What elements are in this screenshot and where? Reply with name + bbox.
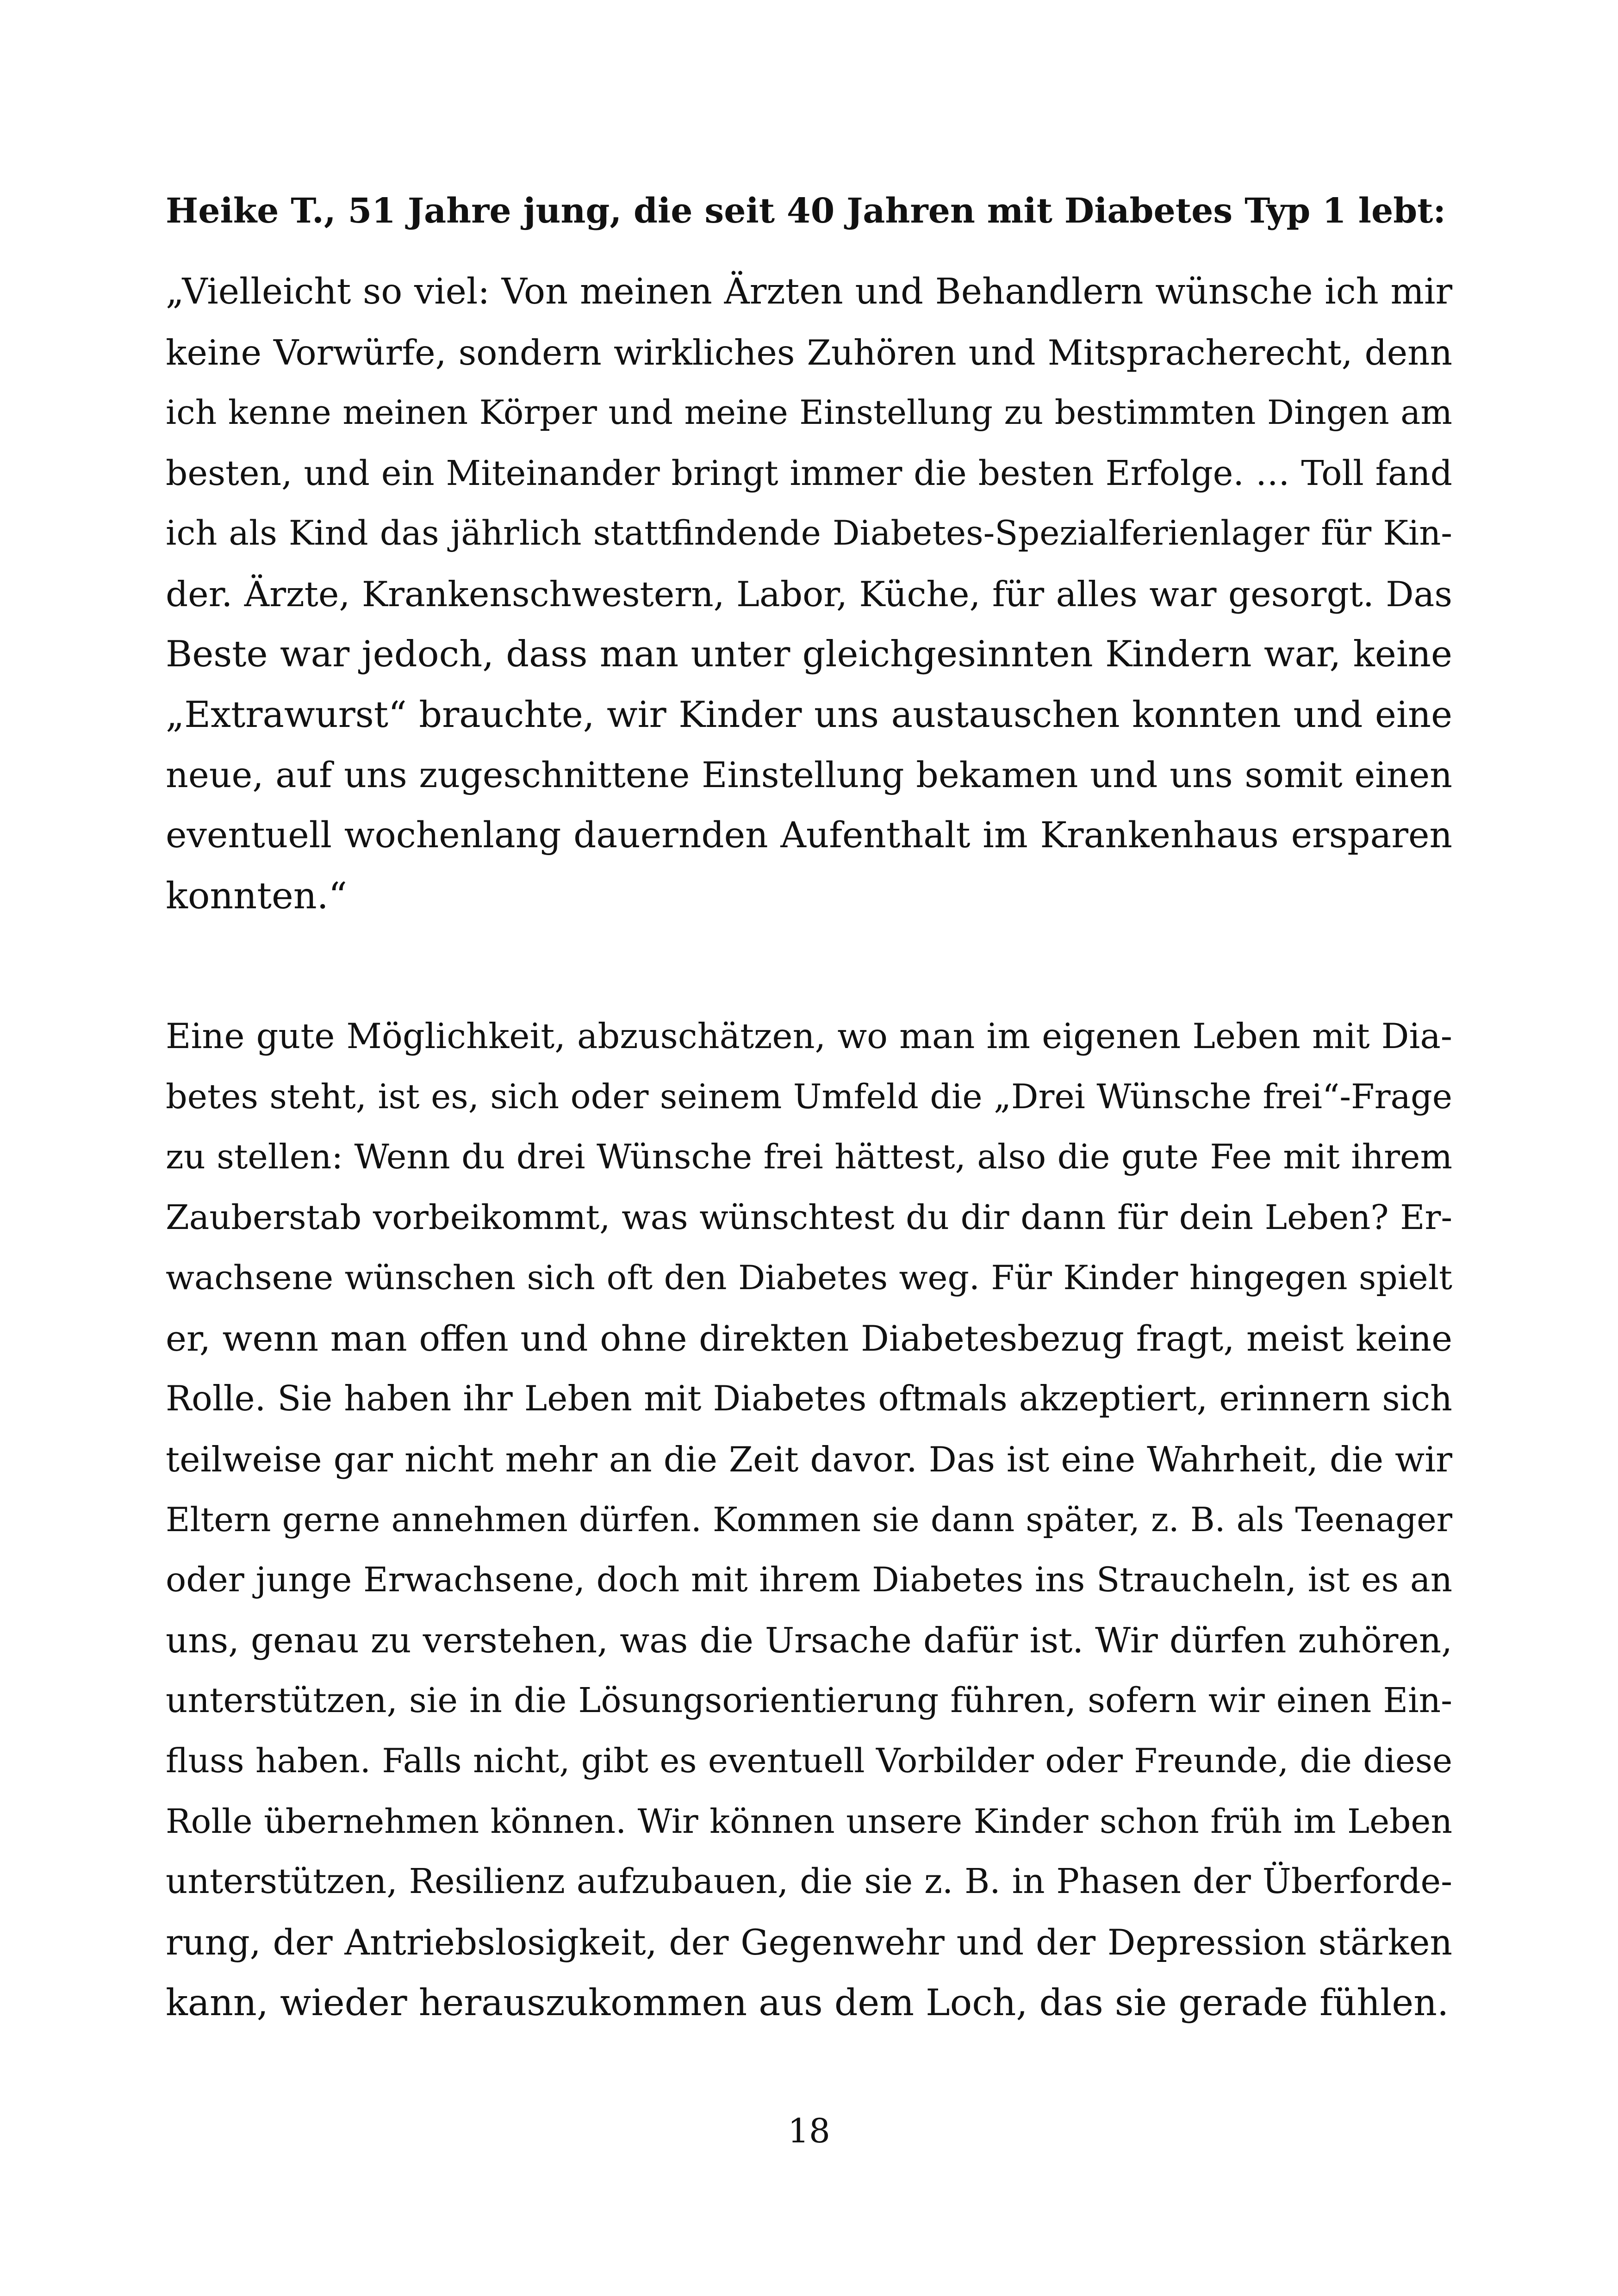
paragraph-line: oder junge Erwachsene, doch mit ihrem Diabetes ins Straucheln, ist es an bbox=[166, 1560, 1452, 1600]
paragraph-line: Rolle. Sie haben ihr Leben mit Diabetes oftmals akzeptiert, erinnern sich bbox=[166, 1378, 1452, 1419]
paragraph-line: fluss haben. Falls nicht, gibt es eventuell Vorbilder oder Freunde, die diese bbox=[166, 1742, 1452, 1781]
quote-line: besten, und ein Miteinander bringt immer die besten Erfolge. … Toll fand bbox=[166, 453, 1452, 493]
paragraph-line: wachsene wünschen sich oft den Diabetes weg. Für Kinder hingegen spielt bbox=[166, 1259, 1452, 1297]
quote-line: ich als Kind das jährlich stattfindende Diabetes-Spezialferienlager für Kin- bbox=[166, 514, 1452, 553]
testimonial-quote bbox=[166, 262, 1452, 926]
quote-line: Beste war jedoch, dass man unter gleichgesinnten Kindern war, keine bbox=[166, 633, 1452, 675]
quote-line: „Vielleicht so viel: Von meinen Ärzten und Behandlern wünsche ich mir bbox=[166, 271, 1452, 312]
paragraph-line: betes steht, ist es, sich oder seinem Umfeld die „Drei Wünsche frei“-Frage bbox=[166, 1077, 1452, 1117]
paragraph-line: unterstützen, sie in die Lösungsorientierung führen, sofern wir einen Ein- bbox=[166, 1681, 1452, 1720]
paragraph-line: teilweise gar nicht mehr an die Zeit davor. Das ist eine Wahrheit, die wir bbox=[166, 1439, 1452, 1480]
quote-line: eventuell wochenlang dauernden Aufenthalt im Krankenhaus ersparen bbox=[166, 814, 1452, 856]
quote-line: „Extrawurst“ brauchte, wir Kinder uns austauschen konnten und eine bbox=[166, 694, 1452, 736]
quote-line: der. Ärzte, Krankenschwestern, Labor, Küche, für alles war gesorgt. Das bbox=[166, 573, 1452, 614]
paragraph-line: Eltern gerne annehmen dürfen. Kommen sie dann später, z. B. als Teenager bbox=[166, 1500, 1452, 1539]
section-heading: Heike T., 51 Jahre jung, die seit 40 Jahren mit Diabetes Typ 1 lebt: bbox=[166, 190, 1446, 231]
paragraph-line: Rolle übernehmen können. Wir können unsere Kinder schon früh im Leben bbox=[166, 1802, 1452, 1841]
paragraph-line: Eine gute Möglichkeit, abzuschätzen, wo man im eigenen Leben mit Dia- bbox=[166, 1016, 1452, 1056]
quote-line: neue, auf uns zugeschnittene Einstellung bekamen und uns somit einen bbox=[166, 755, 1452, 795]
paragraph-line: zu stellen: Wenn du drei Wünsche frei hättest, also die gute Fee mit ihrem bbox=[166, 1137, 1452, 1177]
body-paragraph bbox=[166, 1006, 1452, 2033]
page-number: 18 bbox=[788, 2111, 830, 2150]
paragraph-line: er, wenn man offen und ohne direkten Diabetesbezug fragt, meist keine bbox=[166, 1318, 1452, 1359]
paragraph-line: rung, der Antriebslosigkeit, der Gegenwehr und der Depression stärken bbox=[166, 1922, 1452, 1963]
paragraph-line: kann, wieder herauszukommen aus dem Loch, das sie gerade fühlen. bbox=[166, 1981, 1449, 2024]
quote-line: keine Vorwürfe, sondern wirkliches Zuhören und Mitspracherecht, denn bbox=[166, 332, 1452, 373]
quote-line: ich kenne meinen Körper und meine Einstellung zu bestimmten Dingen am bbox=[166, 393, 1452, 432]
paragraph-line: Zauberstab vorbeikommt, was wünschtest du dir dann für dein Leben? Er- bbox=[166, 1198, 1452, 1237]
paragraph-line: unterstützen, Resilienz aufzubauen, die sie z. B. in Phasen der Überforde- bbox=[166, 1862, 1452, 1901]
paragraph-line: uns, genau zu verstehen, was die Ursache dafür ist. Wir dürfen zuhören, bbox=[166, 1620, 1452, 1661]
quote-line: konnten.“ bbox=[166, 875, 348, 917]
